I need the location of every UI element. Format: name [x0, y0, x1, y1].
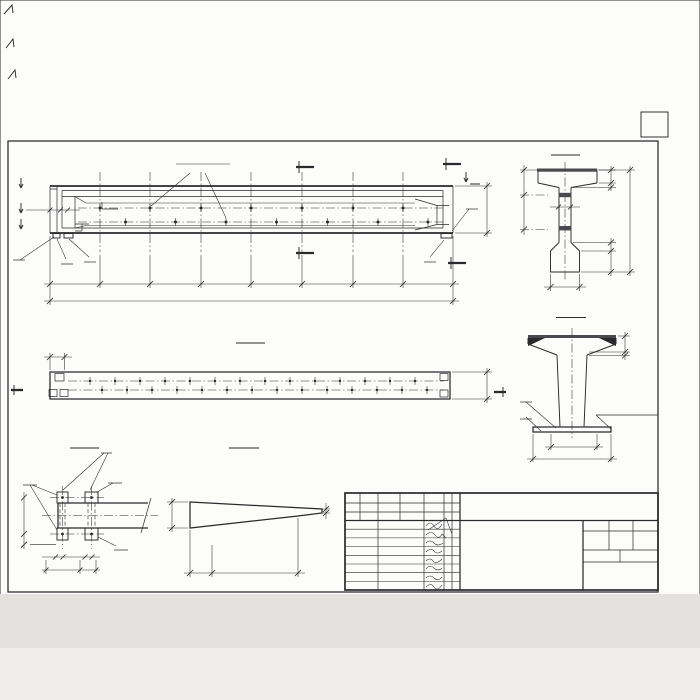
section-markers-2-3 [296, 158, 466, 269]
section-view-5-5 [167, 448, 330, 577]
section-view-1-1 [11, 343, 506, 403]
title-block [345, 493, 658, 590]
signatures [426, 518, 452, 589]
right-section-marker-1 [464, 172, 480, 184]
left-section-markers [19, 178, 23, 229]
staff-rows [426, 518, 452, 589]
section-view-2-2 [520, 155, 635, 291]
fold-marks [4, 5, 16, 79]
hole-callout [151, 164, 230, 218]
trolley-holes [99, 204, 430, 226]
section-view-4-4 [21, 448, 158, 574]
bottom-dimensions [44, 236, 459, 305]
section-view-3-3 [520, 318, 658, 463]
main-elevation-view [13, 158, 492, 305]
right-end-annotations [424, 209, 478, 262]
height-dimension [455, 182, 492, 237]
page-number-box [641, 112, 668, 137]
